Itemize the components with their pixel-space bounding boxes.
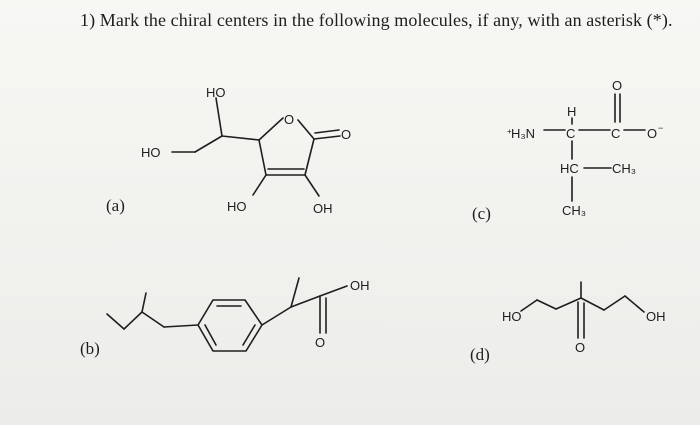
label-d: (d)	[470, 345, 490, 364]
o-minus-text: O	[647, 126, 658, 141]
bond	[298, 120, 314, 139]
ho-left-text: HO	[141, 145, 161, 160]
o-top-text: O	[612, 78, 623, 93]
bond	[222, 136, 259, 140]
bond	[142, 293, 146, 312]
oh-text: OH	[646, 309, 666, 324]
carbonyl-o-text: O	[575, 340, 586, 355]
bond	[124, 312, 142, 329]
label-c: (c)	[472, 204, 491, 223]
bond	[262, 307, 291, 325]
molecule-c	[507, 78, 663, 218]
bond	[537, 300, 556, 309]
bond	[521, 300, 537, 311]
ring-o-text: O	[284, 112, 295, 127]
bond-double	[205, 325, 216, 345]
bond	[305, 175, 319, 196]
bond	[305, 139, 314, 175]
molecule-a	[141, 85, 351, 216]
bond	[259, 118, 283, 140]
hc-text: HC	[560, 161, 579, 176]
bond	[625, 296, 644, 312]
c-alpha-text: C	[566, 126, 576, 141]
oh-text: OH	[350, 278, 370, 293]
label-a: (a)	[106, 196, 125, 215]
bond	[291, 296, 320, 307]
minus-charge: −	[658, 123, 664, 133]
carbonyl-o-text: O	[341, 127, 352, 142]
bond	[142, 312, 164, 327]
question-text: 1) Mark the chiral centers in the following molecules, if any, with an asterisk (*).	[80, 10, 673, 30]
bond	[253, 175, 266, 195]
c-carboxyl-text: C	[611, 126, 621, 141]
molecule-d	[502, 282, 666, 355]
ho-bottom-text: HO	[227, 199, 247, 214]
h-text: H	[567, 104, 577, 119]
bond	[259, 140, 266, 175]
ho-top-text: HO	[206, 85, 226, 100]
oh-bottom-text: OH	[313, 201, 333, 216]
label-b: (b)	[80, 339, 100, 358]
bond	[216, 98, 222, 136]
bond-double	[315, 130, 339, 133]
bond	[320, 286, 347, 296]
ch3-bottom-text: CH₃	[562, 203, 587, 218]
carbonyl-o-text: O	[315, 335, 326, 350]
bond	[291, 278, 299, 307]
bond-double	[243, 325, 255, 345]
bond	[107, 314, 124, 329]
molecule-b	[107, 278, 370, 351]
h3n-text: H₃N	[511, 126, 536, 141]
bond	[314, 136, 340, 139]
plus-charge: +	[507, 127, 512, 136]
bond	[164, 325, 198, 327]
benzene-ring	[198, 300, 262, 351]
bond	[604, 296, 625, 310]
ch3-right-text: CH₃	[612, 161, 637, 176]
bond	[195, 136, 222, 152]
ho-text: HO	[502, 309, 522, 324]
